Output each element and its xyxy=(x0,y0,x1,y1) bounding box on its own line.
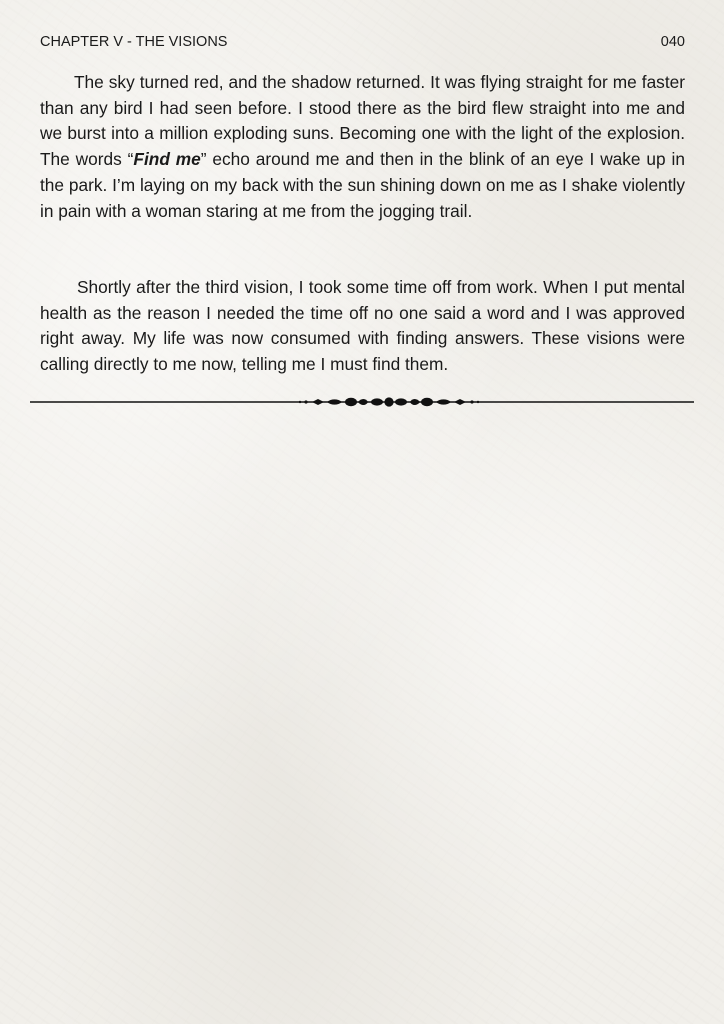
paragraph-1-emphasis: Find me xyxy=(133,149,201,170)
paragraph-1 xyxy=(40,70,685,224)
ornamental-divider-icon xyxy=(30,392,694,412)
paragraph-1-before: The sky turned red, and the shadow returned. It was flying straight for me faster than any bird I had seen before. I stood there as the bird flew straight into me and we burst into a million exploding suns. Becoming one with the light of the explosion. The words “ xyxy=(40,72,685,170)
paragraph-2: Shortly after the third vision, I took some time off from work. When I put mental health as the reason I needed the time off no one said a word and I was approved right away. My life was now consumed with finding answers. These visions were calling directly to me now, telling me I must find them. xyxy=(40,277,685,375)
page-header xyxy=(40,33,685,51)
chapter-title: CHAPTER V - THE VISIONS xyxy=(40,34,228,50)
page-number: 040 xyxy=(660,34,685,50)
paragraph-1-after: ” echo around me and then in the blink of an eye I wake up in the park. I’m laying on my back with the sun shining down on me as I shake violently in pain with a woman staring at me from the jogging trail. xyxy=(40,149,685,221)
